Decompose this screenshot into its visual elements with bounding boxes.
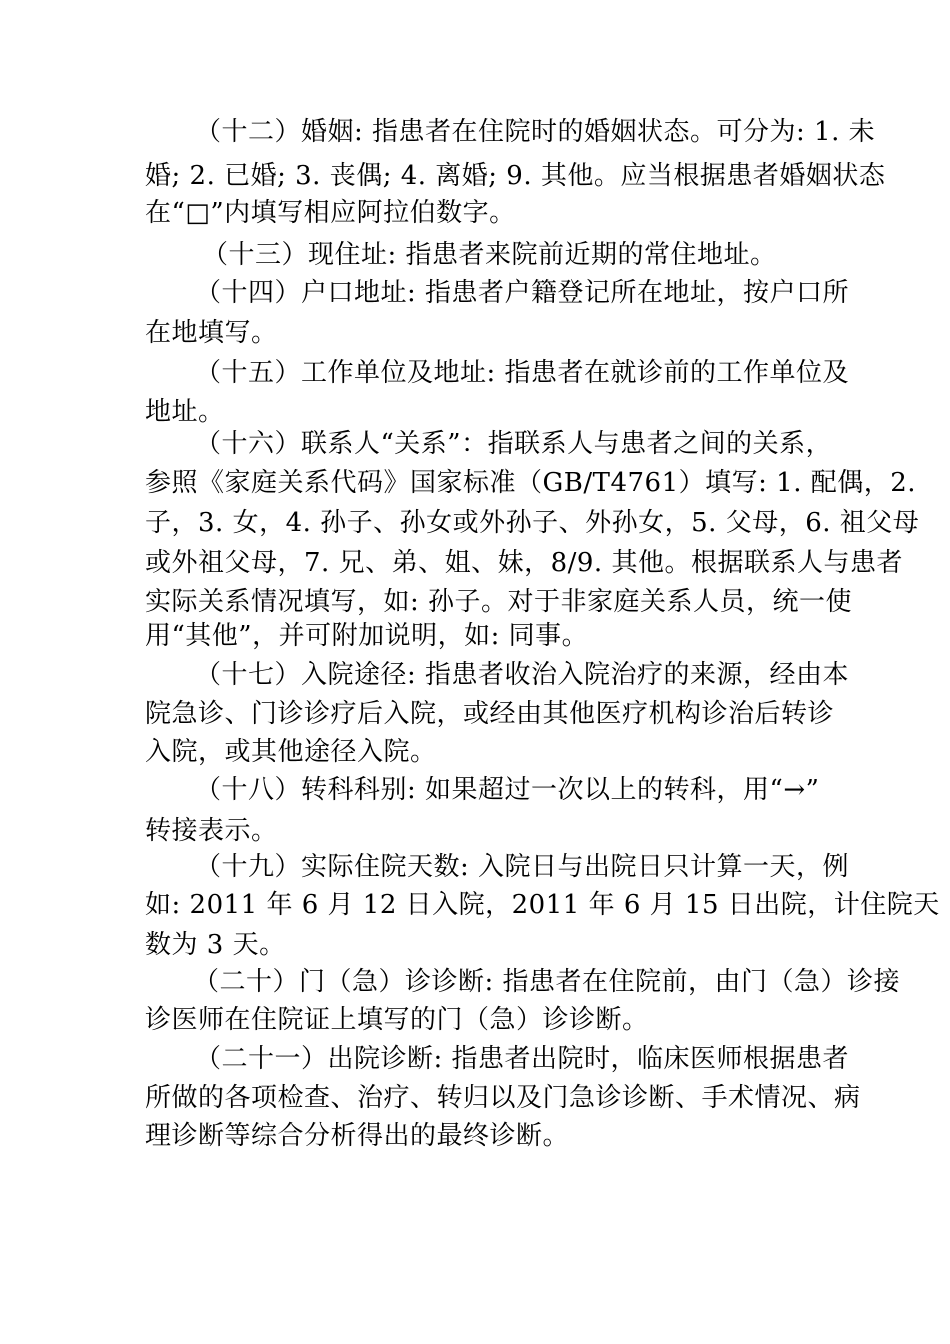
paragraph-17-line-1: （十七）入院途径: 指患者收治入院治疗的来源，经由本 (195, 660, 850, 690)
paragraph-20-line-1: （二十）门（急）诊诊断: 指患者在住院前，由门（急）诊接 (193, 967, 901, 997)
paragraph-19-line-2: 如: 2011 年 6 月 12 日入院，2011 年 6 月 15 日出院，计住院天 (145, 890, 940, 920)
paragraph-16-line-2: 参照《家庭关系代码》国家标准（GB/T4761）填写: 1. 配偶，2. (145, 468, 917, 498)
paragraph-21-line-2: 所做的各项检查、治疗、转归以及门急诊诊断、手术情况、病 (145, 1083, 861, 1113)
paragraph-12-line-1: （十二）婚姻: 指患者在住院时的婚姻状态。可分为: 1. 未 (195, 117, 876, 147)
paragraph-14-line-1: （十四）户口地址: 指患者户籍登记所在地址，按户口所 (195, 278, 850, 308)
paragraph-14-line-2: 在地填写。 (145, 318, 278, 348)
paragraph-13-line-1: （十三）现住址: 指患者来院前近期的常住地址。 (202, 240, 777, 270)
paragraph-17-line-3: 入院，或其他途径入院。 (145, 737, 437, 767)
paragraph-18-line-1: （十八）转科科别: 如果超过一次以上的转科，用“→” (195, 775, 820, 805)
paragraph-19-line-1: （十九）实际住院天数: 入院日与出院日只计算一天，例 (195, 852, 850, 882)
paragraph-18-line-2: 转接表示。 (145, 816, 278, 846)
paragraph-15-line-2: 地址。 (145, 397, 225, 427)
paragraph-21-line-1: （二十一）出院诊断: 指患者出院时，临床医师根据患者 (195, 1044, 850, 1074)
paragraph-16-line-5: 实际关系情况填写，如: 孙子。对于非家庭关系人员，统一使 (145, 587, 853, 617)
paragraph-16-line-4: 或外祖父母，7. 兄、弟、姐、妹，8/9. 其他。根据联系人与患者 (145, 548, 903, 578)
paragraph-12-line-2: 婚; 2. 已婚; 3. 丧偶; 4. 离婚; 9. 其他。应当根据患者婚姻状态 (145, 161, 886, 191)
paragraph-20-line-2: 诊医师在住院证上填写的门（急）诊诊断。 (145, 1005, 649, 1035)
paragraph-16-line-1: （十六）联系人“关系”：指联系人与患者之间的关系， (195, 429, 833, 459)
paragraph-17-line-2: 院急诊、门诊诊疗后入院，或经由其他医疗机构诊治后转诊 (145, 699, 835, 729)
paragraph-16-line-6: 用“其他”，并可附加说明，如: 同事。 (145, 621, 589, 651)
paragraph-15-line-1: （十五）工作单位及地址: 指患者在就诊前的工作单位及 (195, 358, 850, 388)
paragraph-16-line-3: 子，3. 女，4. 孙子、孙女或外孙子、外孙女，5. 父母，6. 祖父母 (145, 508, 920, 538)
paragraph-21-line-3: 理诊断等综合分析得出的最终诊断。 (145, 1121, 570, 1151)
paragraph-12-line-3: 在“□”内填写相应阿拉伯数字。 (145, 198, 516, 228)
paragraph-19-line-3: 数为 3 天。 (145, 930, 286, 960)
